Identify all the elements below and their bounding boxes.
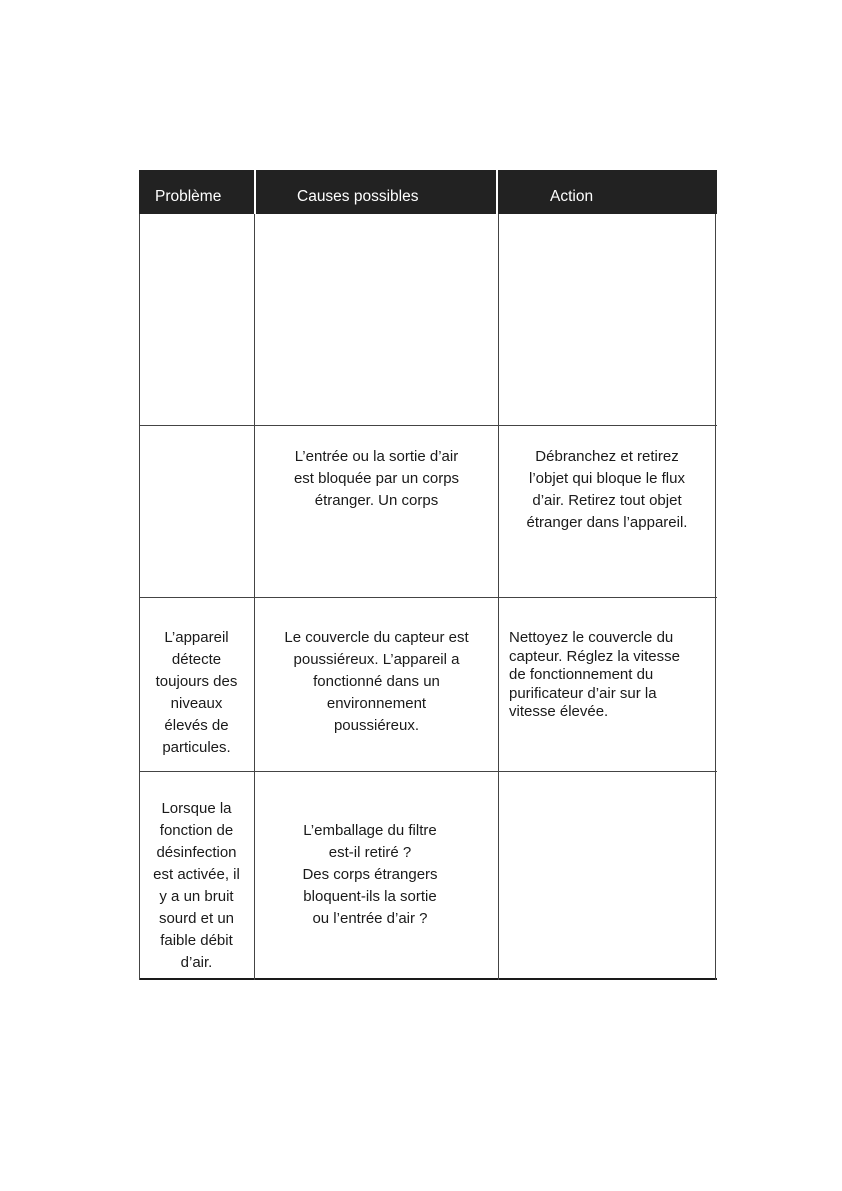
grid-line [139, 425, 717, 426]
header-divider [254, 170, 256, 214]
grid-line [139, 597, 717, 598]
cell-probleme: L’appareil détecte toujours des niveaux élevés de particules. [155, 629, 238, 756]
table-header [139, 170, 717, 214]
header-action: Action [550, 188, 594, 205]
grid-line [139, 771, 717, 772]
cell-probleme: Lorsque la fonction de désinfection est activée, il y a un bruit sourd et un faible débit d’air. [153, 800, 240, 971]
header-probleme: Problème [155, 188, 222, 205]
cell-action: Nettoyez le couvercle du capteur. Réglez la vitesse de fonctionnement du purificateur d’air sur la vitesse élevée. [509, 629, 680, 720]
cell-causes: L’emballage du filtre est-il retiré ? Des corps étrangers bloquent-ils la sortie ou l’entrée d’air ? [302, 822, 438, 927]
troubleshooting-table [139, 170, 717, 980]
cell-action: Débranchez et retirez l’objet qui bloque le flux d’air. Retirez tout objet étranger dans l’appareil. [526, 448, 688, 531]
cell-causes: Le couvercle du capteur est poussiéreux. L’appareil a fonctionné dans un environnement poussiéreux. [284, 629, 469, 734]
header-divider [496, 170, 498, 214]
cell-causes: L’entrée ou la sortie d’air est bloquée par un corps étranger. Un corps [293, 448, 460, 509]
header-causes: Causes possibles [297, 188, 419, 205]
